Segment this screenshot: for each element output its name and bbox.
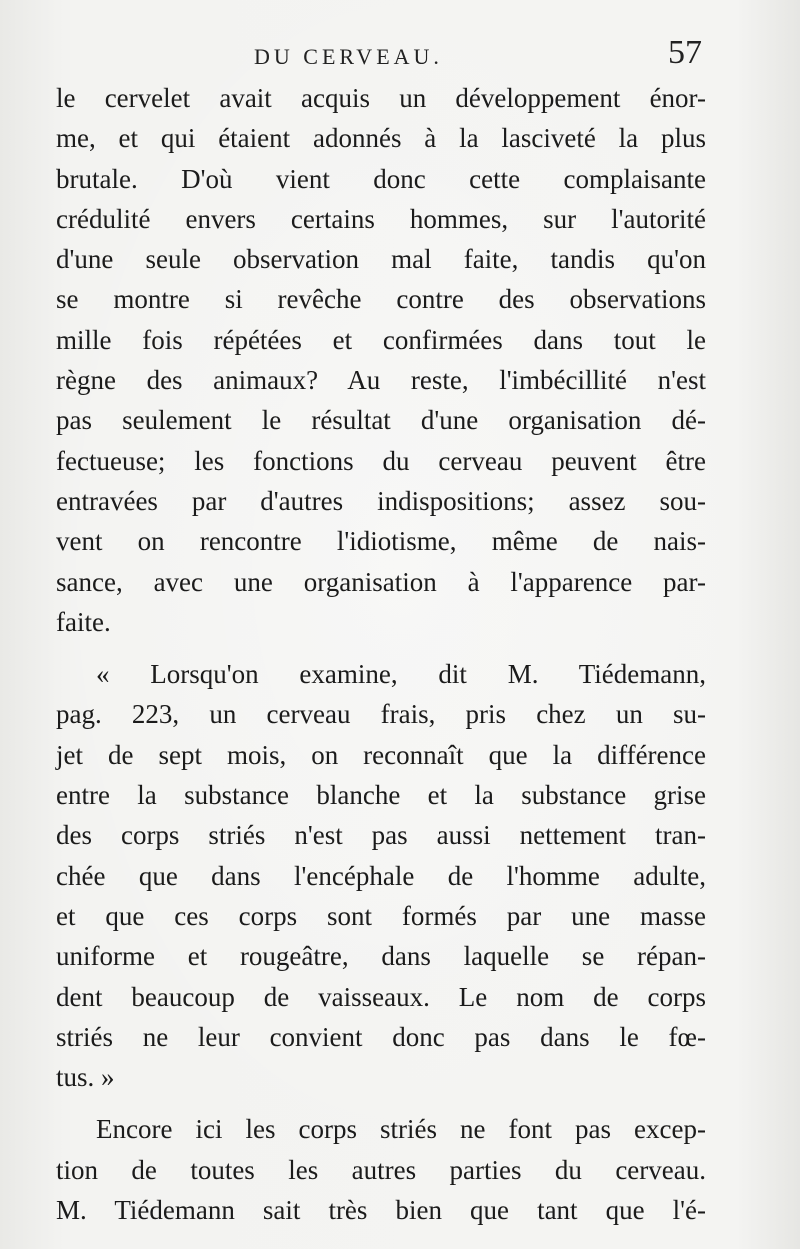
text-line: d'une seule observation mal faite, tandis qu'on [56,244,706,275]
text-line: dent beaucoup de vaisseaux. Le nom de corps [56,981,706,1012]
text-line: crédulité envers certains hommes, sur l'autorité [56,203,706,234]
text-line: brutale. D'où vient donc cette complaisante [56,163,706,194]
text-line: des corps striés n'est pas aussi nettement tran- [56,820,706,851]
text-line: mille fois répétées et confirmées dans tout le [56,324,706,355]
text-line: entre la substance blanche et la substance grise [56,780,706,811]
text-line: striés ne leur convient donc pas dans le fœ- [56,1021,706,1052]
text-line: pag. 223, un cerveau frais, pris chez un su- [56,699,706,730]
text-line: « Lorsqu'on examine, dit M. Tiédemann, [96,659,706,690]
text-line: entravées par d'autres indispositions; assez sou- [56,485,706,516]
text-line: me, et qui étaient adonnés à la lasciveté la plus [56,123,706,154]
page-number: 57 [668,34,702,71]
text-line: Encore ici les corps striés ne font pas excep- [96,1114,706,1145]
text-line: tion de toutes les autres parties du cerveau. [56,1154,706,1185]
body-text [56,78,706,1230]
running-head: DU CERVEAU. [254,44,443,69]
text-line: règne des animaux? Au reste, l'imbécillité n'est [56,365,706,396]
text-line: M. Tiédemann sait très bien que tant que l'é- [56,1195,706,1226]
text-line: et que ces corps sont formés par une masse [56,900,706,931]
text-line: le cervelet avait acquis un développement énor- [56,83,706,113]
text-line: chée que dans l'encéphale de l'homme adulte, [56,860,706,891]
text-line: fectueuse; les fonctions du cerveau peuvent être [56,445,706,476]
text-line: pas seulement le résultat d'une organisation dé- [56,405,706,436]
text-line: se montre si revêche contre des observations [56,284,706,315]
text-line: faite. [56,606,111,637]
paragraph [56,78,706,642]
text-line: sance, avec une organisation à l'apparence par- [56,566,706,597]
page-header [56,34,706,84]
text-line: vent on rencontre l'idiotisme, même de nais- [56,526,706,557]
text-line: jet de sept mois, on reconnaît que la différence [56,739,706,770]
text-line: uniforme et rougeâtre, dans laquelle se répan- [56,941,706,972]
paragraph [56,654,706,1097]
text-line: tus. » [56,1062,115,1093]
paragraph [56,1109,706,1230]
